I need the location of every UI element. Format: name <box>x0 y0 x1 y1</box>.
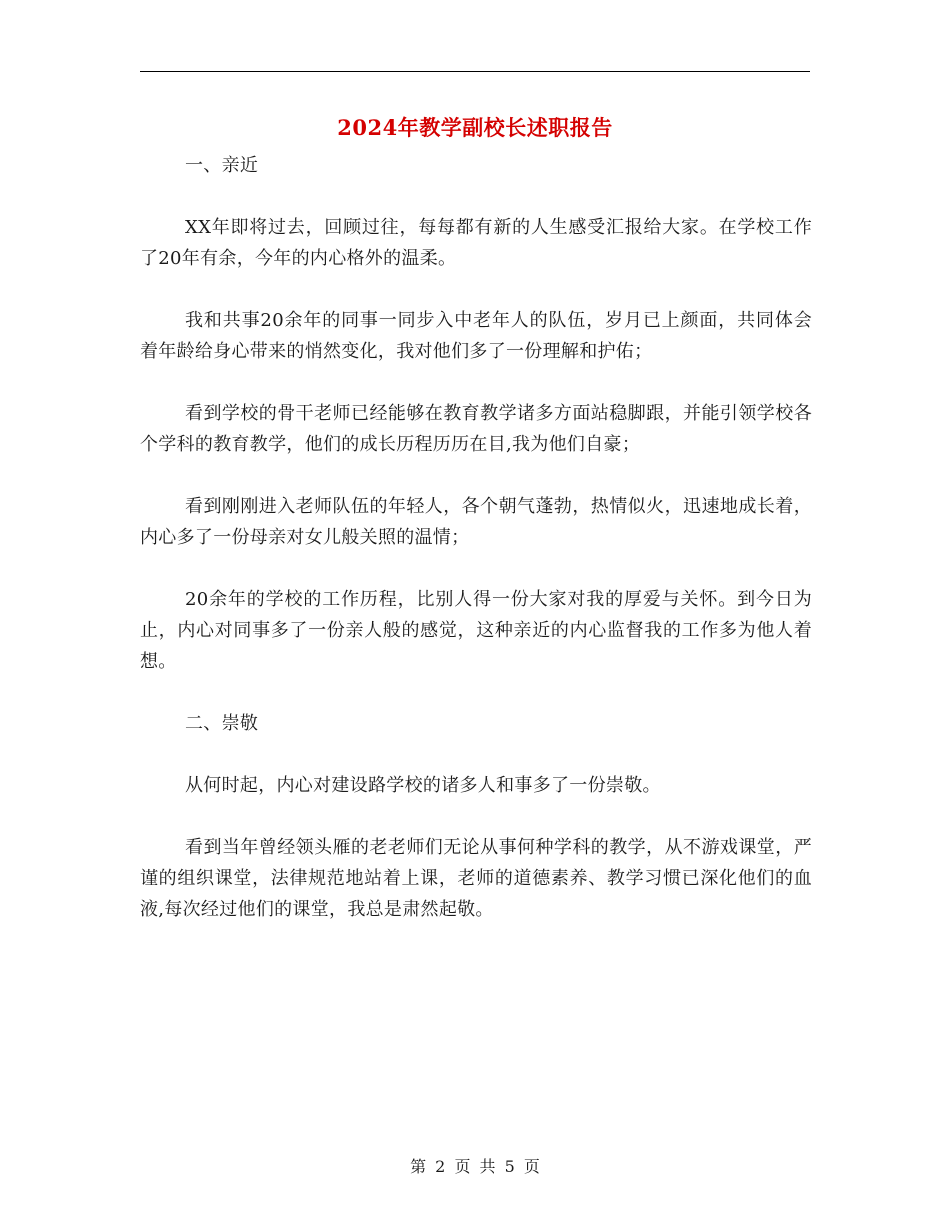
paragraph-4: 看到刚刚进入老师队伍的年轻人，各个朝气蓬勃，热情似火，迅速地成长着，内心多了一份母亲对女儿般关照的温情； <box>140 496 812 548</box>
paragraph-5: 20余年的学校的工作历程，比别人得一份大家对我的厚爱与关怀。到今日为止，内心对同事多了一份亲人般的感觉，这种亲近的内心监督我的工作多为他人着想。 <box>140 589 812 672</box>
paragraph-6: 从何时起，内心对建设路学校的诸多人和事多了一份崇敬。 <box>185 775 661 796</box>
document-body <box>140 150 812 956</box>
paragraph-7: 看到当年曾经领头雁的老老师们无论从事何种学科的教学，从不游戏课堂，严谨的组织课堂，法律规范地站着上课，老师的道德素养、教学习惯已深化他们的血液,每次经过他们的课堂，我总是肃然起敬。 <box>140 837 812 920</box>
paragraph-1: XX年即将过去，回顾过往，每每都有新的人生感受汇报给大家。在学校工作了20年有余，今年的内心格外的温柔。 <box>140 217 812 269</box>
paragraph-2: 我和共事20余年的同事一同步入中老年人的队伍，岁月已上颜面，共同体会着年龄给身心带来的悄然变化，我对他们多了一份理解和护佑； <box>140 310 812 362</box>
document-title: 2024年教学副校长述职报告 <box>337 115 613 140</box>
page-number-footer: 第 2 页 共 5 页 <box>410 1157 540 1176</box>
section-heading-1: 一、亲近 <box>185 155 259 176</box>
section-heading-2: 二、崇敬 <box>185 713 259 734</box>
header-rule <box>140 71 810 72</box>
paragraph-3: 看到学校的骨干老师已经能够在教育教学诸多方面站稳脚跟，并能引领学校各个学科的教育教学，他们的成长历程历历在目,我为他们自豪； <box>140 403 812 455</box>
